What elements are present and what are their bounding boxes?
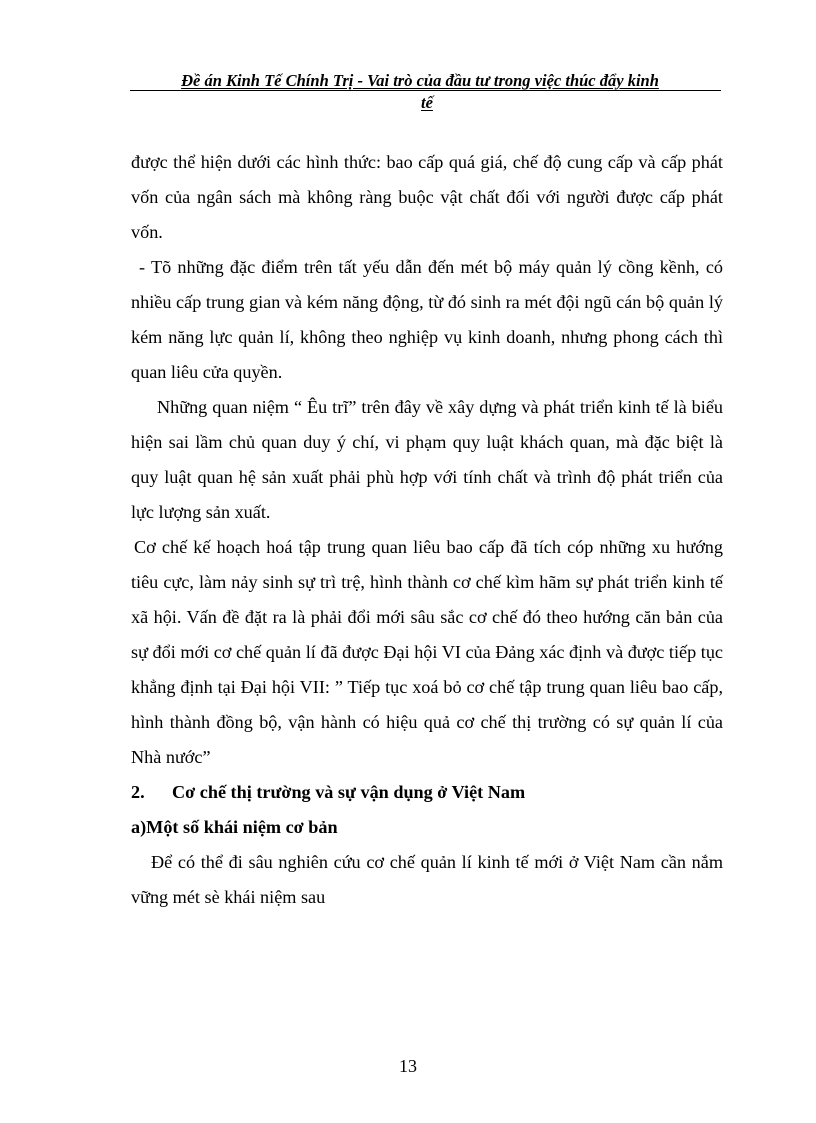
section-title: Cơ chế thị trường và sự vận dụng ở Việt Nam	[172, 782, 526, 802]
subsection-heading: a)Một số khái niệm cơ bản	[131, 817, 338, 837]
running-header	[118, 70, 722, 114]
paragraph-4: Cơ chế kế hoạch hoá tập trung quan liêu bao cấp đã tích cóp những xu hướng tiêu cực, làm nảy sinh sự trì trệ, hình thành cơ chế kìm hãm sự phát triển kinh tế xã hội. Vấn đề đặt ra là phải đổi mới sâu sắc cơ chế đó theo hướng căn bản của sự đổi mới cơ chế quản lí đã được Đại hội VI của Đảng xác định và được tiếp tục khẳng định tại Đại hội VII: ” Tiếp tục xoá bỏ cơ chế tập trung quan liêu bao cấp, hình thành đồng bộ, vận hành có hiệu quả cơ chế thị trường có sự quản lí của Nhà nước”	[131, 537, 723, 767]
paragraph-3: Những quan niệm “ Êu trĩ” trên đây về xây dựng và phát triển kinh tế là biểu hiện sai lầm chủ quan duy ý chí, vi phạm quy luật khách quan, mà đặc biệt là quy luật quan hệ sản xuất phải phù hợp với tính chất và trình độ phát triển của lực lượng sản xuất.	[131, 397, 723, 522]
header-title-line1: Đề án Kinh Tế Chính Trị - Vai trò của đầu tư trong việc thúc đẩy kinh	[181, 71, 659, 90]
header-rule	[130, 90, 721, 91]
paragraph-1: được thể hiện dưới các hình thức: bao cấp quá giá, chế độ cung cấp và cấp phát vốn của ngân sách mà không ràng buộc vật chất đối với người được cấp phát vốn.	[131, 152, 723, 242]
paragraph-2: - Tõ những đặc điểm trên tất yếu dẫn đến mét bộ máy quản lý cồng kềnh, có nhiều cấp trung gian và kém năng động, từ đó sinh ra mét đội ngũ cán bộ quản lý kém năng lực quản lí, không theo nghiệp vụ kinh doanh, nhưng phong cách thì quan liêu cửa quyền.	[131, 257, 723, 382]
section-heading	[131, 775, 723, 810]
page-number: 13	[399, 1056, 417, 1076]
closing-paragraph: Để có thể đi sâu nghiên cứu cơ chế quản lí kinh tế mới ở Việt Nam cần nắm vững mét sè khái niệm sau	[131, 852, 723, 907]
document-body	[131, 145, 723, 915]
header-title-line2: tế	[421, 93, 433, 112]
section-number: 2.	[131, 782, 145, 802]
